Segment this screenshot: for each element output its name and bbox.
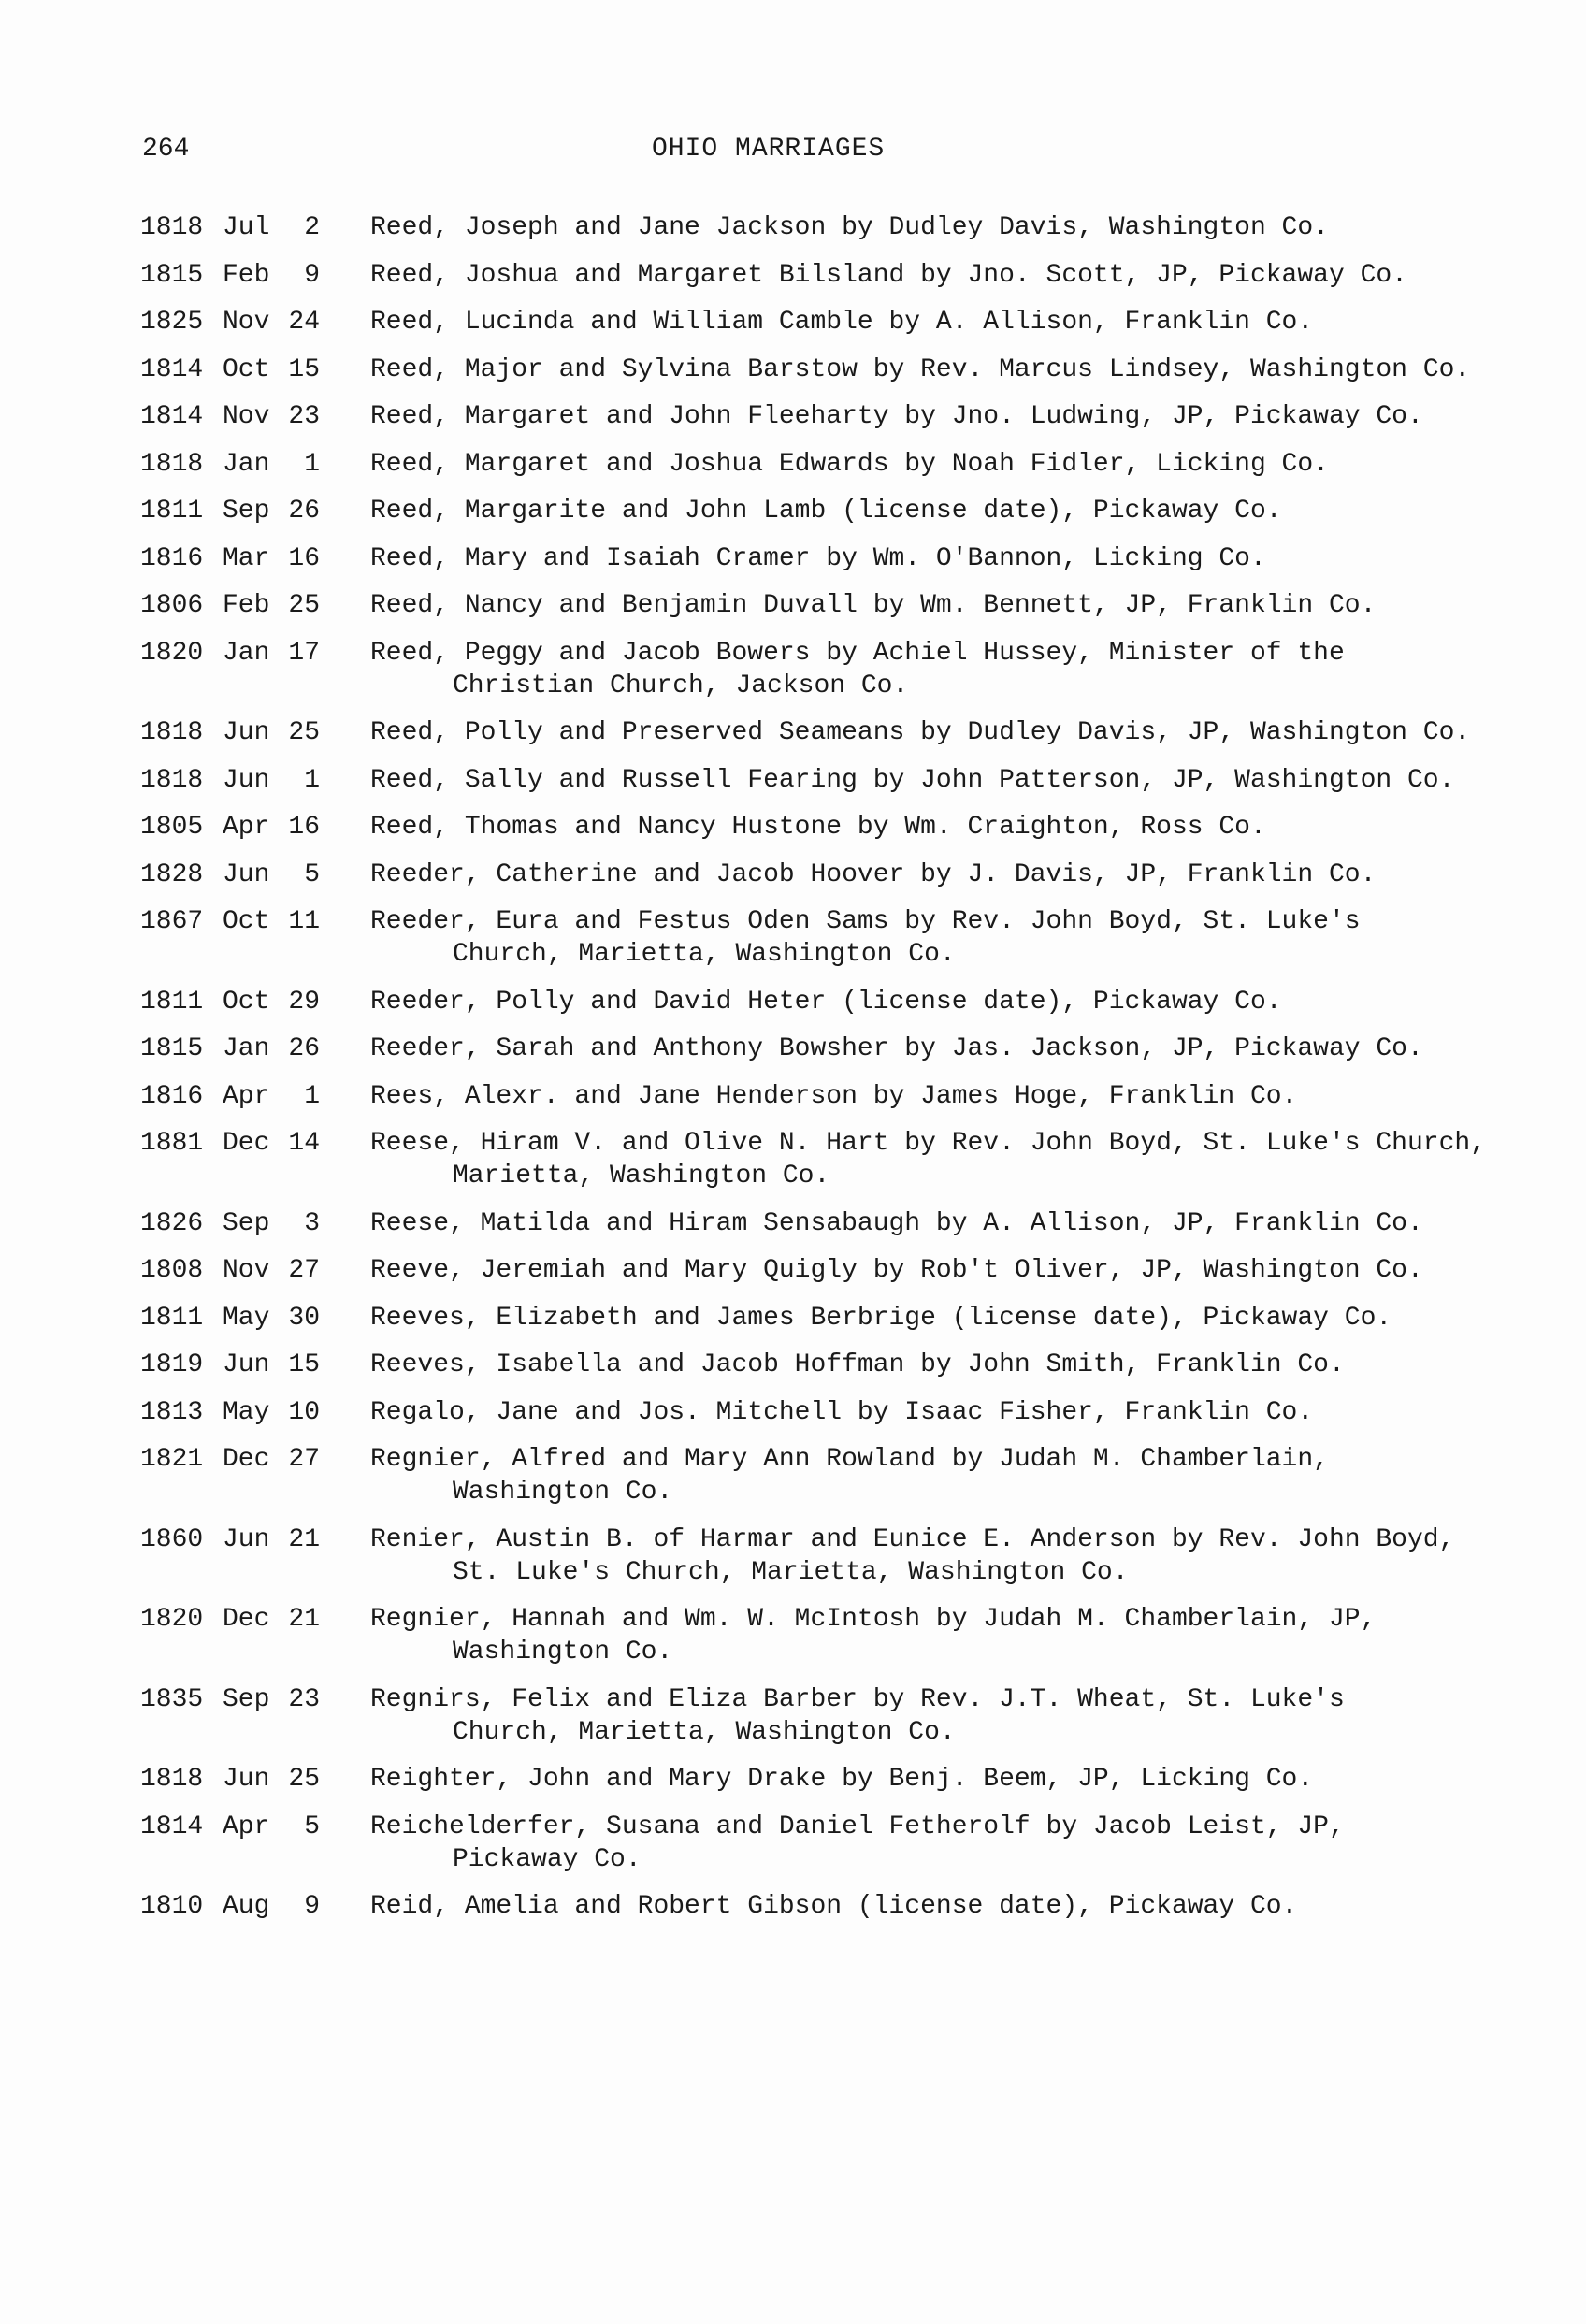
record-date bbox=[140, 448, 370, 481]
record-date bbox=[140, 589, 370, 622]
marriage-record bbox=[140, 905, 1562, 971]
record-date bbox=[140, 542, 370, 575]
record-year: 1814 bbox=[140, 402, 204, 431]
record-date bbox=[140, 1523, 370, 1589]
marriage-record bbox=[140, 1396, 1562, 1429]
record-day: 9 bbox=[304, 260, 320, 290]
record-day: 21 bbox=[288, 1524, 320, 1554]
record-text: Reed, Margaret and Joshua Edwards by Noah Fidler, Licking Co. bbox=[370, 449, 1329, 479]
record-text: Regnier, Hannah and Wm. W. McIntosh by Judah M. Chamberlain, JP, Washington Co. bbox=[370, 1605, 1377, 1667]
record-year: 1811 bbox=[140, 497, 204, 526]
marriage-record bbox=[140, 1890, 1562, 1923]
marriage-record bbox=[140, 1443, 1562, 1508]
record-date bbox=[140, 1890, 370, 1923]
marriage-record bbox=[140, 1207, 1562, 1240]
record-text: Reeder, Sarah and Anthony Bowsher by Jas. Jackson, JP, Pickaway Co. bbox=[370, 1034, 1423, 1063]
record-text: Reid, Amelia and Robert Gibson (license date), Pickaway Co. bbox=[370, 1892, 1298, 1921]
record-month: Feb bbox=[223, 260, 270, 290]
record-month: Dec bbox=[223, 1605, 270, 1634]
record-year: 1813 bbox=[140, 1397, 204, 1427]
record-year: 1826 bbox=[140, 1208, 204, 1238]
record-year: 1820 bbox=[140, 638, 204, 668]
record-month: Jun bbox=[223, 718, 270, 747]
record-day: 16 bbox=[288, 813, 320, 842]
record-day: 24 bbox=[288, 308, 320, 337]
record-day: 27 bbox=[288, 1445, 320, 1474]
marriage-record bbox=[140, 1683, 1562, 1749]
record-day: 15 bbox=[288, 354, 320, 384]
record-date bbox=[140, 811, 370, 844]
record-month: Jan bbox=[223, 638, 270, 668]
record-day: 10 bbox=[288, 1397, 320, 1427]
record-year: 1808 bbox=[140, 1256, 204, 1285]
record-year: 1818 bbox=[140, 765, 204, 795]
record-month: Jun bbox=[223, 1350, 270, 1379]
record-day: 15 bbox=[288, 1350, 320, 1379]
page-header bbox=[142, 135, 1545, 172]
marriage-record bbox=[140, 1127, 1562, 1192]
marriage-record bbox=[140, 400, 1562, 433]
record-month: Sep bbox=[223, 1208, 270, 1238]
record-month: Oct bbox=[223, 987, 270, 1017]
record-month: Oct bbox=[223, 907, 270, 936]
record-day: 27 bbox=[288, 1256, 320, 1285]
record-date bbox=[140, 1080, 370, 1113]
record-text: Reed, Sally and Russell Fearing by John Patterson, JP, Washington Co. bbox=[370, 765, 1455, 795]
record-date bbox=[140, 1811, 370, 1876]
record-day: 23 bbox=[288, 402, 320, 431]
record-text: Reed, Nancy and Benjamin Duvall by Wm. Bennett, JP, Franklin Co. bbox=[370, 591, 1377, 620]
record-month: May bbox=[223, 1397, 270, 1427]
record-month: Mar bbox=[223, 543, 270, 573]
record-month: Nov bbox=[223, 308, 270, 337]
record-text: Reed, Margaret and John Fleeharty by Jno. Ludwing, JP, Pickaway Co. bbox=[370, 402, 1423, 431]
record-day: 5 bbox=[304, 859, 320, 889]
record-year: 1818 bbox=[140, 718, 204, 747]
record-month: Jun bbox=[223, 765, 270, 795]
record-text: Reese, Matilda and Hiram Sensabaugh by A. Allison, JP, Franklin Co. bbox=[370, 1208, 1423, 1238]
marriage-record bbox=[140, 1523, 1562, 1589]
record-text: Renier, Austin B. of Harmar and Eunice E. Anderson by Rev. John Boyd, St. Luke's Church, Marietta, Washington Co. bbox=[370, 1524, 1455, 1587]
record-month: Dec bbox=[223, 1129, 270, 1158]
record-day: 25 bbox=[288, 1765, 320, 1794]
record-day: 21 bbox=[288, 1605, 320, 1634]
marriage-record bbox=[140, 1080, 1562, 1113]
marriage-record bbox=[140, 859, 1562, 891]
record-date bbox=[140, 1763, 370, 1796]
marriage-record bbox=[140, 495, 1562, 527]
marriage-record bbox=[140, 1254, 1562, 1287]
record-year: 1815 bbox=[140, 1034, 204, 1063]
record-year: 1818 bbox=[140, 1765, 204, 1794]
record-month: Sep bbox=[223, 497, 270, 526]
record-text: Reeves, Elizabeth and James Berbrige (license date), Pickaway Co. bbox=[370, 1303, 1392, 1333]
record-day: 17 bbox=[288, 638, 320, 668]
record-day: 14 bbox=[288, 1129, 320, 1158]
record-date bbox=[140, 1603, 370, 1668]
record-text: Rees, Alexr. and Jane Henderson by James Hoge, Franklin Co. bbox=[370, 1081, 1298, 1111]
record-year: 1811 bbox=[140, 987, 204, 1017]
record-date bbox=[140, 1396, 370, 1429]
marriage-record bbox=[140, 306, 1562, 339]
marriage-record bbox=[140, 1349, 1562, 1381]
record-text: Reed, Joshua and Margaret Bilsland by Jno. Scott, JP, Pickaway Co. bbox=[370, 260, 1407, 290]
page-number: 264 bbox=[142, 135, 190, 164]
marriage-record bbox=[140, 1811, 1562, 1876]
record-day: 29 bbox=[288, 987, 320, 1017]
marriage-record bbox=[140, 211, 1562, 244]
record-day: 26 bbox=[288, 497, 320, 526]
marriage-record bbox=[140, 1032, 1562, 1065]
record-date bbox=[140, 764, 370, 797]
record-year: 1867 bbox=[140, 907, 204, 936]
record-day: 25 bbox=[288, 718, 320, 747]
record-text: Reed, Thomas and Nancy Hustone by Wm. Craighton, Ross Co. bbox=[370, 813, 1266, 842]
record-year: 1811 bbox=[140, 1303, 204, 1333]
marriage-record bbox=[140, 716, 1562, 749]
record-date bbox=[140, 637, 370, 702]
record-text: Reighter, John and Mary Drake by Benj. Beem, JP, Licking Co. bbox=[370, 1765, 1314, 1794]
record-month: Nov bbox=[223, 1256, 270, 1285]
record-year: 1814 bbox=[140, 354, 204, 384]
marriage-record bbox=[140, 764, 1562, 797]
record-month: Aug bbox=[223, 1892, 270, 1921]
record-text: Regnirs, Felix and Eliza Barber by Rev. J.T. Wheat, St. Luke's Church, Marietta, Washington Co. bbox=[370, 1684, 1345, 1747]
record-day: 1 bbox=[304, 1081, 320, 1111]
record-date bbox=[140, 400, 370, 433]
record-text: Reed, Polly and Preserved Seameans by Dudley Davis, JP, Washington Co. bbox=[370, 718, 1471, 747]
record-month: Feb bbox=[223, 591, 270, 620]
record-year: 1806 bbox=[140, 591, 204, 620]
record-date bbox=[140, 1443, 370, 1508]
marriage-record bbox=[140, 354, 1562, 386]
marriage-record bbox=[140, 986, 1562, 1018]
marriage-record bbox=[140, 1763, 1562, 1796]
record-month: Jun bbox=[223, 1765, 270, 1794]
record-year: 1860 bbox=[140, 1524, 204, 1554]
record-day: 2 bbox=[304, 213, 320, 242]
record-text: Reichelderfer, Susana and Daniel Fetherolf by Jacob Leist, JP, Pickaway Co. bbox=[370, 1812, 1345, 1874]
marriage-record bbox=[140, 637, 1562, 702]
record-text: Reeves, Isabella and Jacob Hoffman by John Smith, Franklin Co. bbox=[370, 1350, 1345, 1379]
record-text: Reeder, Eura and Festus Oden Sams by Rev. John Boyd, St. Luke's Church, Marietta, Washington Co. bbox=[370, 907, 1361, 969]
record-month: Apr bbox=[223, 813, 270, 842]
record-date bbox=[140, 306, 370, 339]
record-text: Reed, Mary and Isaiah Cramer by Wm. O'Bannon, Licking Co. bbox=[370, 543, 1266, 573]
record-month: Nov bbox=[223, 402, 270, 431]
record-year: 1810 bbox=[140, 1892, 204, 1921]
record-text: Reed, Peggy and Jacob Bowers by Achiel Hussey, Minister of the Christian Church, Jackson Co. bbox=[370, 638, 1345, 700]
record-month: Sep bbox=[223, 1684, 270, 1714]
record-year: 1835 bbox=[140, 1684, 204, 1714]
record-month: Apr bbox=[223, 1081, 270, 1111]
record-text: Reed, Joseph and Jane Jackson by Dudley Davis, Washington Co. bbox=[370, 213, 1329, 242]
record-day: 25 bbox=[288, 591, 320, 620]
record-date bbox=[140, 211, 370, 244]
marriage-record bbox=[140, 589, 1562, 622]
record-date bbox=[140, 1127, 370, 1192]
record-day: 3 bbox=[304, 1208, 320, 1238]
record-year: 1819 bbox=[140, 1350, 204, 1379]
record-year: 1821 bbox=[140, 1445, 204, 1474]
record-year: 1814 bbox=[140, 1812, 204, 1841]
record-date bbox=[140, 1032, 370, 1065]
marriage-record bbox=[140, 542, 1562, 575]
record-year: 1881 bbox=[140, 1129, 204, 1158]
record-text: Reed, Margarite and John Lamb (license date), Pickaway Co. bbox=[370, 497, 1282, 526]
marriage-record bbox=[140, 259, 1562, 292]
record-date bbox=[140, 859, 370, 891]
record-year: 1828 bbox=[140, 859, 204, 889]
record-year: 1816 bbox=[140, 1081, 204, 1111]
marriage-record bbox=[140, 811, 1562, 844]
record-text: Reeve, Jeremiah and Mary Quigly by Rob't Oliver, JP, Washington Co. bbox=[370, 1256, 1423, 1285]
record-month: Jan bbox=[223, 449, 270, 479]
record-date bbox=[140, 905, 370, 971]
record-day: 23 bbox=[288, 1684, 320, 1714]
record-month: Jul bbox=[223, 213, 270, 242]
record-year: 1805 bbox=[140, 813, 204, 842]
record-date bbox=[140, 354, 370, 386]
page-title: OHIO MARRIAGES bbox=[652, 135, 886, 164]
record-day: 11 bbox=[288, 907, 320, 936]
record-text: Reed, Lucinda and William Camble by A. Allison, Franklin Co. bbox=[370, 308, 1314, 337]
record-date bbox=[140, 716, 370, 749]
record-day: 9 bbox=[304, 1892, 320, 1921]
record-month: Apr bbox=[223, 1812, 270, 1841]
record-date bbox=[140, 986, 370, 1018]
record-text: Reese, Hiram V. and Olive N. Hart by Rev. John Boyd, St. Luke's Church, Marietta, Washington Co. bbox=[370, 1129, 1486, 1191]
record-day: 5 bbox=[304, 1812, 320, 1841]
record-month: Dec bbox=[223, 1445, 270, 1474]
record-month: Jun bbox=[223, 1524, 270, 1554]
marriage-record bbox=[140, 448, 1562, 481]
record-month: Oct bbox=[223, 354, 270, 384]
record-text: Reeder, Polly and David Heter (license date), Pickaway Co. bbox=[370, 987, 1282, 1017]
record-year: 1816 bbox=[140, 543, 204, 573]
record-month: May bbox=[223, 1303, 270, 1333]
record-month: Jan bbox=[223, 1034, 270, 1063]
record-date bbox=[140, 495, 370, 527]
marriage-record bbox=[140, 1302, 1562, 1335]
record-date bbox=[140, 1254, 370, 1287]
record-day: 1 bbox=[304, 765, 320, 795]
record-day: 1 bbox=[304, 449, 320, 479]
record-date bbox=[140, 259, 370, 292]
record-date bbox=[140, 1349, 370, 1381]
record-year: 1818 bbox=[140, 213, 204, 242]
record-text: Regnier, Alfred and Mary Ann Rowland by Judah M. Chamberlain, Washington Co. bbox=[370, 1445, 1329, 1507]
record-day: 30 bbox=[288, 1303, 320, 1333]
record-date bbox=[140, 1683, 370, 1749]
record-year: 1820 bbox=[140, 1605, 204, 1634]
record-text: Reed, Major and Sylvina Barstow by Rev. Marcus Lindsey, Washington Co. bbox=[370, 354, 1471, 384]
record-year: 1825 bbox=[140, 308, 204, 337]
record-day: 16 bbox=[288, 543, 320, 573]
record-text: Regalo, Jane and Jos. Mitchell by Isaac Fisher, Franklin Co. bbox=[370, 1397, 1314, 1427]
record-day: 26 bbox=[288, 1034, 320, 1063]
record-date bbox=[140, 1207, 370, 1240]
record-month: Jun bbox=[223, 859, 270, 889]
record-date bbox=[140, 1302, 370, 1335]
record-year: 1815 bbox=[140, 260, 204, 290]
marriage-record bbox=[140, 1603, 1562, 1668]
record-year: 1818 bbox=[140, 449, 204, 479]
record-text: Reeder, Catherine and Jacob Hoover by J. Davis, JP, Franklin Co. bbox=[370, 859, 1377, 889]
marriage-record-list bbox=[140, 211, 1562, 1938]
